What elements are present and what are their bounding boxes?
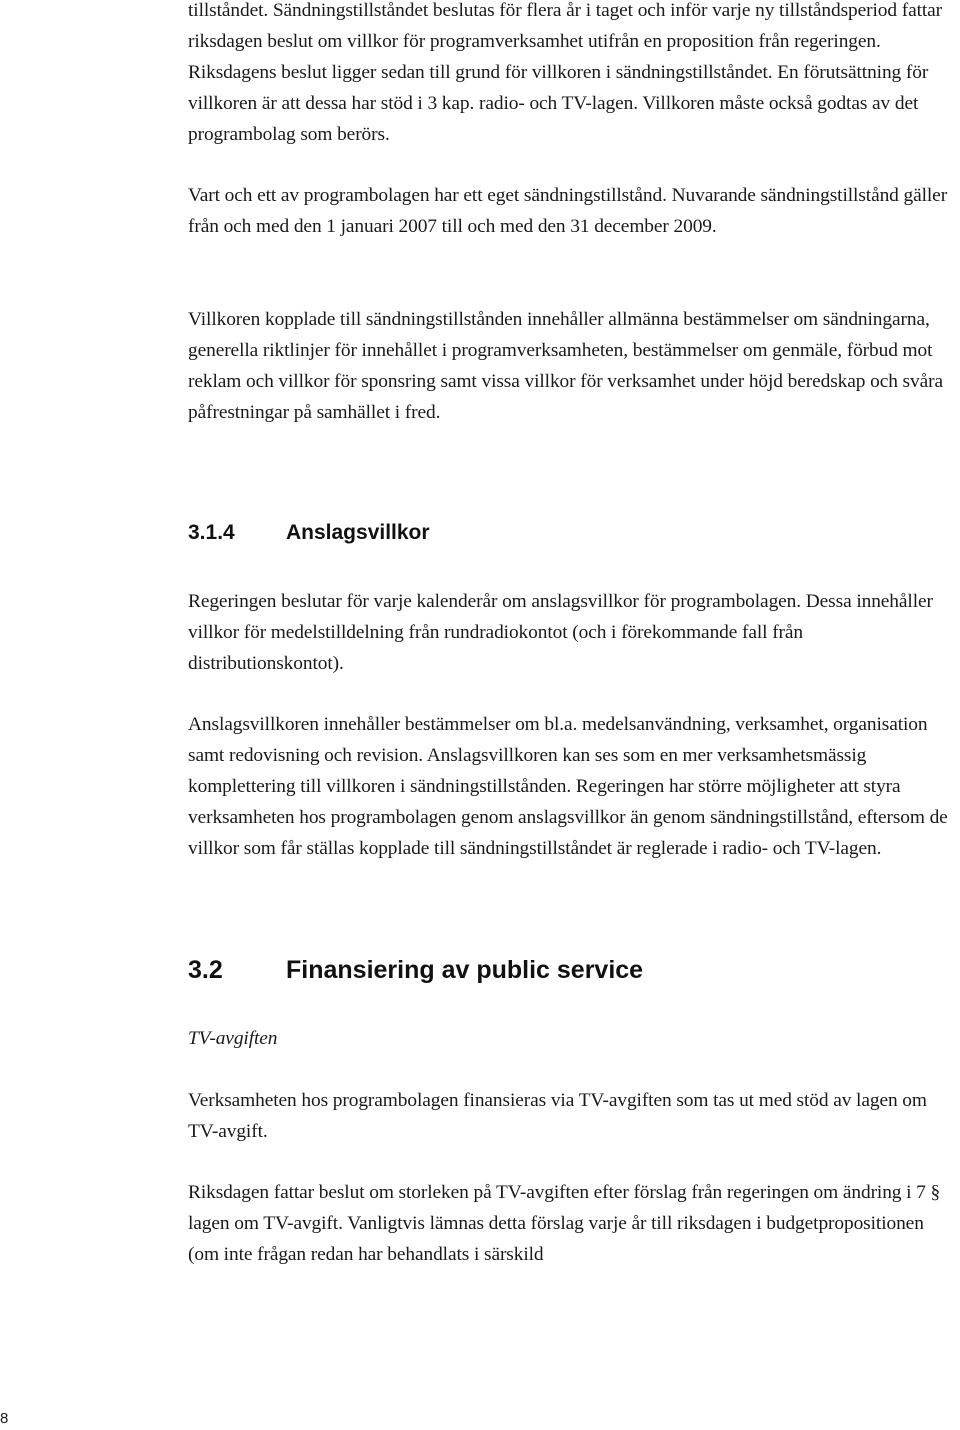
paragraph-anslagsvillkor-detail: Anslagsvillkoren innehåller bestämmelser om bl.a. medelsanvändning, verksamhet, organisation samt redovisning och revision. Anslagsvillkoren kan ses som en mer verksamhetsmässig komplettering till villkoren i sändningstillstånden. Regeringen har större möjligheter att styra verksamheten hos programbolagen genom anslagsvillkor än genom sändningstillstånd, eftersom de villkor som får ställas kopplade till sändningstillståndet är reglerade i radio- och TV-lagen. <box>188 714 948 859</box>
paragraph-eget-sandningstillstand: Vart och ett av programbolagen har ett eget sändningstillstånd. Nuvarande sändningstillstånd gäller från och med den 1 januari 2007 till och med den 31 december 2009. <box>188 185 948 237</box>
heading-number: 3.1.4 <box>188 521 235 544</box>
paragraph-anslagsvillkor-intro: Regeringen beslutar för varje kalenderår om anslagsvillkor för programbolagen. Dessa innehåller villkor för medelstilldelning från rundradiokontot (och i förekommande fall från distributionskontot). <box>188 591 933 674</box>
subheading-tv-avgiften: TV-avgiften <box>188 1028 278 1049</box>
heading-number: 3.2 <box>188 956 223 984</box>
heading-3-2 <box>188 953 643 987</box>
paragraph-sandningstillstand: tillståndet. Sändningstillståndet beslutas för flera år i taget och inför varje ny tillståndsperiod fattar riksdagen beslut om villkor för programverksamhet utifrån en proposition från regeringen. Riksdagens beslut ligger sedan till grund för villkoren i sändningstillståndet. En förutsättning för villkoren är att dessa har stöd i 3 kap. radio- och TV-lagen. Villkoren måste också godtas av det programbolag som berörs. <box>188 0 943 145</box>
heading-title: Anslagsvillkor <box>286 521 430 544</box>
heading-3-1-4 <box>188 518 430 548</box>
page-number: 8 <box>0 1410 9 1427</box>
paragraph-villkoren: Villkoren kopplade till sändningstillstånden innehåller allmänna bestämmelser om sändningarna, generella riktlinjer för innehållet i programverksamheten, bestämmelser om genmäle, förbud mot reklam och villkor för sponsring samt vissa villkor för verksamhet under höjd beredskap och svåra påfrestningar på samhället i fred. <box>188 309 943 423</box>
paragraph-finansiering: Verksamheten hos programbolagen finansieras via TV-avgiften som tas ut med stöd av lagen om TV-avgift. <box>188 1090 927 1142</box>
heading-title: Finansiering av public service <box>286 956 644 984</box>
paragraph-riksdagen-beslut: Riksdagen fattar beslut om storleken på TV-avgiften efter förslag från regeringen om ändring i 7 § lagen om TV-avgift. Vanligtvis lämnas detta förslag varje år till riksdagen i budgetpropositionen (om inte frågan redan har behandlats i särskild <box>188 1182 941 1265</box>
